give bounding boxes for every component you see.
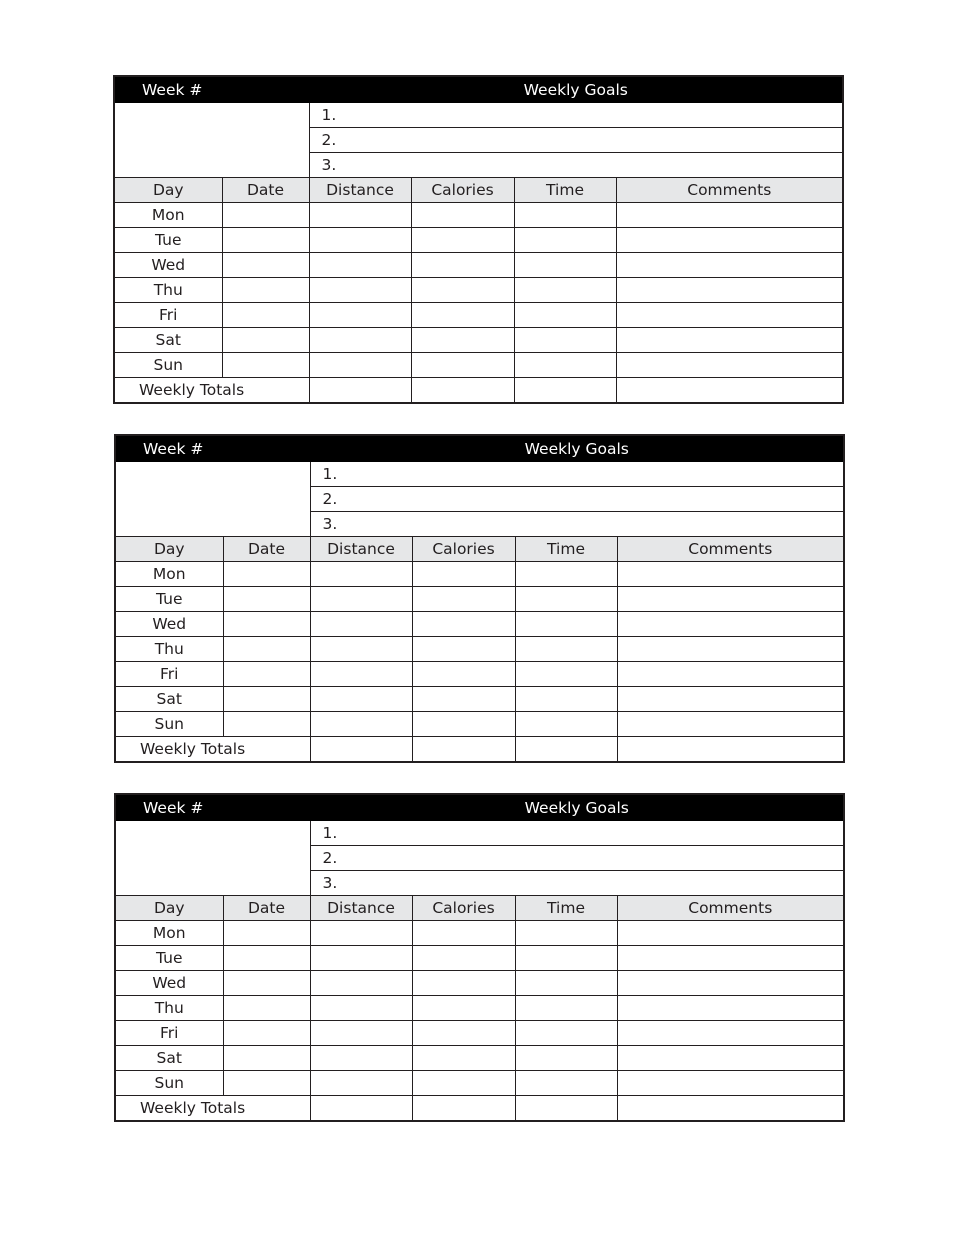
comments-cell[interactable]	[616, 303, 843, 328]
table-row	[115, 1021, 844, 1046]
date-cell[interactable]	[223, 921, 310, 946]
goal-line-2[interactable]: 2.	[310, 846, 844, 871]
distance-cell[interactable]	[310, 612, 412, 637]
calories-cell[interactable]	[412, 612, 515, 637]
distance-cell[interactable]	[310, 1071, 412, 1096]
column-header-calories: Calories	[412, 537, 515, 562]
day-label: Wed	[114, 253, 222, 278]
calories-cell[interactable]	[411, 303, 514, 328]
distance-cell[interactable]	[310, 921, 412, 946]
comments-cell[interactable]	[617, 1071, 844, 1096]
table-row	[114, 278, 843, 303]
distance-cell[interactable]	[310, 1046, 412, 1071]
goal-row	[115, 462, 844, 487]
table-row	[115, 1046, 844, 1071]
distance-cell[interactable]	[310, 971, 412, 996]
date-cell[interactable]	[223, 996, 310, 1021]
date-cell[interactable]	[222, 228, 309, 253]
table-row	[115, 1071, 844, 1096]
calories-cell[interactable]	[412, 637, 515, 662]
column-header-calories: Calories	[412, 896, 515, 921]
calories-cell[interactable]	[411, 353, 514, 378]
day-label: Tue	[115, 946, 223, 971]
day-label: Wed	[115, 612, 223, 637]
week-number-label: Week #	[114, 76, 309, 103]
total-distance-cell[interactable]	[310, 1096, 412, 1122]
day-label: Fri	[114, 303, 222, 328]
date-cell[interactable]	[222, 353, 309, 378]
column-header-calories: Calories	[411, 178, 514, 203]
goal-line-1[interactable]: 1.	[310, 462, 844, 487]
calories-cell[interactable]	[411, 203, 514, 228]
goal-line-2[interactable]: 2.	[310, 487, 844, 512]
comments-cell[interactable]	[617, 637, 844, 662]
column-header-date: Date	[223, 896, 310, 921]
weekly-totals-label: Weekly Totals	[115, 1096, 310, 1122]
table-row	[115, 637, 844, 662]
total-comments-cell[interactable]	[617, 1096, 844, 1122]
total-time-cell[interactable]	[514, 378, 616, 404]
table-header-bar	[115, 794, 844, 821]
week-number-label: Week #	[115, 794, 310, 821]
distance-cell[interactable]	[309, 253, 411, 278]
total-distance-cell[interactable]	[310, 737, 412, 763]
day-label: Thu	[115, 996, 223, 1021]
date-cell[interactable]	[222, 253, 309, 278]
date-cell[interactable]	[223, 587, 310, 612]
column-header-date: Date	[222, 178, 309, 203]
distance-cell[interactable]	[310, 637, 412, 662]
column-header-row	[114, 178, 843, 203]
column-header-time: Time	[515, 537, 617, 562]
week-log-table-2	[114, 434, 845, 763]
goal-line-3[interactable]: 3.	[310, 871, 844, 896]
day-label: Sun	[115, 712, 223, 737]
column-header-distance: Distance	[309, 178, 411, 203]
comments-cell[interactable]	[617, 612, 844, 637]
table-row	[114, 203, 843, 228]
calories-cell[interactable]	[412, 712, 515, 737]
distance-cell[interactable]	[309, 353, 411, 378]
calories-cell[interactable]	[412, 946, 515, 971]
time-cell[interactable]	[514, 328, 616, 353]
time-cell[interactable]	[515, 587, 617, 612]
distance-cell[interactable]	[309, 278, 411, 303]
distance-cell[interactable]	[310, 587, 412, 612]
table-row	[115, 687, 844, 712]
comments-cell[interactable]	[617, 687, 844, 712]
total-time-cell[interactable]	[515, 737, 617, 763]
goal-row	[115, 821, 844, 846]
column-header-row	[115, 537, 844, 562]
table-row	[115, 612, 844, 637]
total-comments-cell[interactable]	[616, 378, 843, 404]
time-cell[interactable]	[515, 562, 617, 587]
time-cell[interactable]	[514, 278, 616, 303]
comments-cell[interactable]	[617, 921, 844, 946]
date-cell[interactable]	[222, 203, 309, 228]
distance-cell[interactable]	[310, 712, 412, 737]
column-header-comments: Comments	[616, 178, 843, 203]
weekly-goals-label: Weekly Goals	[309, 76, 843, 103]
goal-line-1[interactable]: 1.	[309, 103, 843, 128]
day-label: Fri	[115, 662, 223, 687]
time-cell[interactable]	[514, 203, 616, 228]
weekly-totals-label: Weekly Totals	[115, 737, 310, 763]
calories-cell[interactable]	[412, 971, 515, 996]
column-header-comments: Comments	[617, 537, 844, 562]
date-cell[interactable]	[223, 562, 310, 587]
comments-cell[interactable]	[616, 278, 843, 303]
time-cell[interactable]	[514, 253, 616, 278]
day-label: Tue	[115, 587, 223, 612]
comments-cell[interactable]	[617, 946, 844, 971]
total-calories-cell[interactable]	[411, 378, 514, 404]
calories-cell[interactable]	[412, 587, 515, 612]
calories-cell[interactable]	[412, 1046, 515, 1071]
calories-cell[interactable]	[412, 1071, 515, 1096]
comments-cell[interactable]	[616, 203, 843, 228]
calories-cell[interactable]	[412, 687, 515, 712]
table-row	[114, 328, 843, 353]
day-label: Tue	[114, 228, 222, 253]
time-cell[interactable]	[515, 1046, 617, 1071]
distance-cell[interactable]	[309, 228, 411, 253]
distance-cell[interactable]	[309, 328, 411, 353]
column-header-time: Time	[515, 896, 617, 921]
week-number-label: Week #	[115, 435, 310, 462]
day-label: Thu	[114, 278, 222, 303]
distance-cell[interactable]	[310, 662, 412, 687]
date-cell[interactable]	[223, 1046, 310, 1071]
day-label: Thu	[115, 637, 223, 662]
time-cell[interactable]	[514, 303, 616, 328]
distance-cell[interactable]	[310, 996, 412, 1021]
date-cell[interactable]	[223, 662, 310, 687]
column-header-distance: Distance	[310, 537, 412, 562]
calories-cell[interactable]	[412, 562, 515, 587]
calories-cell[interactable]	[412, 921, 515, 946]
date-cell[interactable]	[223, 971, 310, 996]
date-cell[interactable]	[222, 278, 309, 303]
day-label: Sat	[115, 687, 223, 712]
goal-row	[114, 103, 843, 128]
date-cell[interactable]	[223, 687, 310, 712]
time-cell[interactable]	[514, 353, 616, 378]
column-header-date: Date	[223, 537, 310, 562]
day-label: Sat	[114, 328, 222, 353]
time-cell[interactable]	[515, 612, 617, 637]
day-label: Mon	[114, 203, 222, 228]
weekly-goals-label: Weekly Goals	[310, 435, 844, 462]
total-comments-cell[interactable]	[617, 737, 844, 763]
time-cell[interactable]	[515, 946, 617, 971]
day-label: Wed	[115, 971, 223, 996]
calories-cell[interactable]	[411, 228, 514, 253]
goal-line-2[interactable]: 2.	[309, 128, 843, 153]
distance-cell[interactable]	[310, 1021, 412, 1046]
calories-cell[interactable]	[411, 253, 514, 278]
date-cell[interactable]	[223, 946, 310, 971]
comments-cell[interactable]	[617, 996, 844, 1021]
day-label: Sun	[114, 353, 222, 378]
time-cell[interactable]	[515, 996, 617, 1021]
total-calories-cell[interactable]	[412, 737, 515, 763]
time-cell[interactable]	[515, 662, 617, 687]
time-cell[interactable]	[515, 687, 617, 712]
column-header-row	[115, 896, 844, 921]
week-number-field[interactable]	[115, 821, 310, 896]
distance-cell[interactable]	[309, 303, 411, 328]
total-time-cell[interactable]	[515, 1096, 617, 1122]
weekly-totals-row	[115, 737, 844, 763]
calories-cell[interactable]	[411, 328, 514, 353]
calories-cell[interactable]	[411, 278, 514, 303]
comments-cell[interactable]	[616, 228, 843, 253]
comments-cell[interactable]	[617, 971, 844, 996]
goal-line-3[interactable]: 3.	[310, 512, 844, 537]
table-row	[114, 353, 843, 378]
comments-cell[interactable]	[617, 587, 844, 612]
column-header-day: Day	[115, 896, 223, 921]
date-cell[interactable]	[223, 637, 310, 662]
table-row	[115, 946, 844, 971]
table-row	[115, 562, 844, 587]
calories-cell[interactable]	[412, 662, 515, 687]
total-distance-cell[interactable]	[309, 378, 411, 404]
table-row	[114, 228, 843, 253]
column-header-comments: Comments	[617, 896, 844, 921]
table-row	[115, 921, 844, 946]
column-header-distance: Distance	[310, 896, 412, 921]
comments-cell[interactable]	[617, 712, 844, 737]
date-cell[interactable]	[222, 303, 309, 328]
column-header-time: Time	[514, 178, 616, 203]
column-header-day: Day	[115, 537, 223, 562]
comments-cell[interactable]	[617, 662, 844, 687]
week-number-field[interactable]	[115, 462, 310, 537]
table-row	[115, 996, 844, 1021]
date-cell[interactable]	[223, 1071, 310, 1096]
table-row	[114, 303, 843, 328]
time-cell[interactable]	[515, 971, 617, 996]
time-cell[interactable]	[515, 1071, 617, 1096]
day-label: Fri	[115, 1021, 223, 1046]
date-cell[interactable]	[223, 1021, 310, 1046]
table-header-bar	[114, 76, 843, 103]
table-header-bar	[115, 435, 844, 462]
comments-cell[interactable]	[617, 1021, 844, 1046]
day-label: Sat	[115, 1046, 223, 1071]
comments-cell[interactable]	[617, 562, 844, 587]
goal-line-3[interactable]: 3.	[309, 153, 843, 178]
time-cell[interactable]	[515, 637, 617, 662]
comments-cell[interactable]	[617, 1046, 844, 1071]
distance-cell[interactable]	[310, 687, 412, 712]
week-number-field[interactable]	[114, 103, 309, 178]
calories-cell[interactable]	[412, 1021, 515, 1046]
goal-line-1[interactable]: 1.	[310, 821, 844, 846]
time-cell[interactable]	[515, 712, 617, 737]
table-row	[114, 253, 843, 278]
total-calories-cell[interactable]	[412, 1096, 515, 1122]
date-cell[interactable]	[223, 712, 310, 737]
date-cell[interactable]	[223, 612, 310, 637]
table-row	[115, 587, 844, 612]
comments-cell[interactable]	[616, 353, 843, 378]
week-log-table-1	[113, 75, 844, 404]
distance-cell[interactable]	[310, 946, 412, 971]
weekly-totals-row	[114, 378, 843, 404]
day-label: Mon	[115, 921, 223, 946]
time-cell[interactable]	[515, 921, 617, 946]
day-label: Sun	[115, 1071, 223, 1096]
time-cell[interactable]	[515, 1021, 617, 1046]
calories-cell[interactable]	[412, 996, 515, 1021]
table-row	[115, 712, 844, 737]
table-row	[115, 662, 844, 687]
week-log-table-3	[114, 793, 845, 1122]
weekly-totals-label: Weekly Totals	[114, 378, 309, 404]
date-cell[interactable]	[222, 328, 309, 353]
table-row	[115, 971, 844, 996]
day-label: Mon	[115, 562, 223, 587]
time-cell[interactable]	[514, 228, 616, 253]
comments-cell[interactable]	[616, 253, 843, 278]
column-header-day: Day	[114, 178, 222, 203]
comments-cell[interactable]	[616, 328, 843, 353]
distance-cell[interactable]	[310, 562, 412, 587]
weekly-goals-label: Weekly Goals	[310, 794, 844, 821]
distance-cell[interactable]	[309, 203, 411, 228]
weekly-totals-row	[115, 1096, 844, 1122]
